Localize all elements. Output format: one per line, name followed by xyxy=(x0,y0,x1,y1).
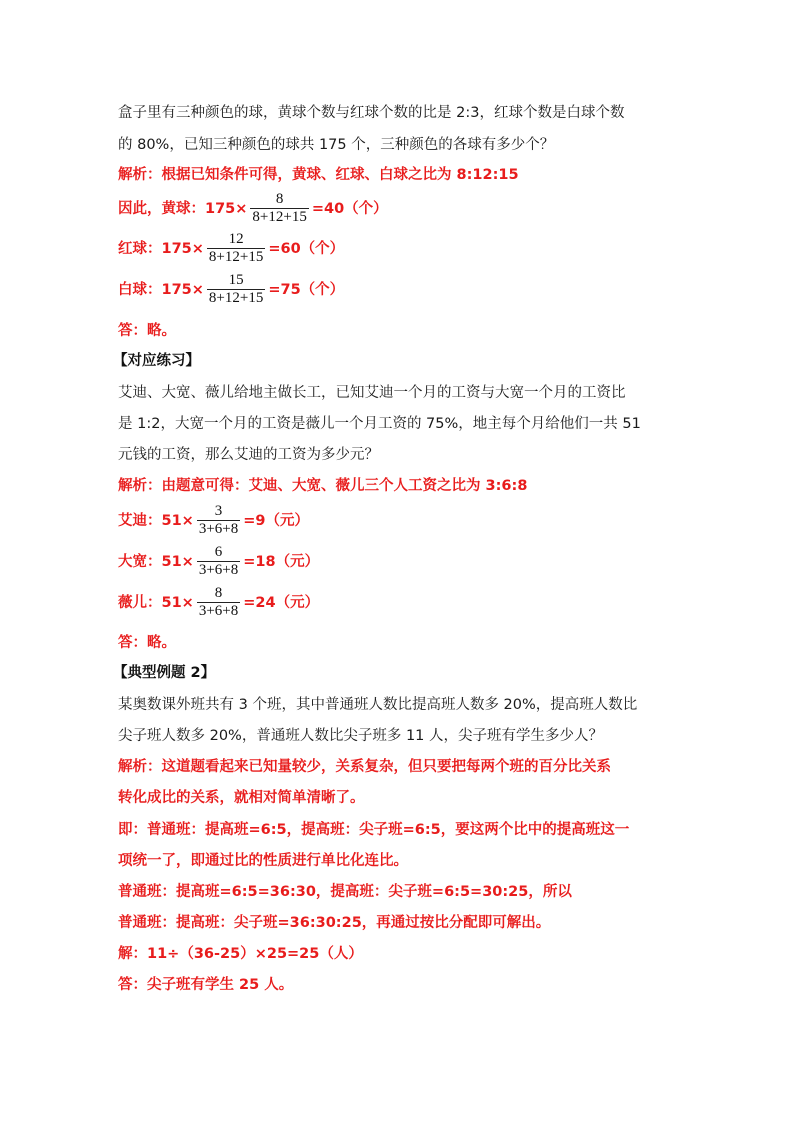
fraction-numerator: 8 xyxy=(275,191,284,207)
fraction-denominator: 3+6+8 xyxy=(198,603,239,619)
practice-question-line: 元钱的工资，那么艾迪的工资为多少元？ xyxy=(118,447,379,463)
example2-solution-line: 项统一了，即通过比的性质进行单比化连比。 xyxy=(118,853,408,869)
equation-result: =40（个） xyxy=(311,200,388,217)
example2-solution-line: 普通班：提高班：尖子班=36:30:25，再通过按比分配即可解出。 xyxy=(118,915,551,931)
equation-prefix: 大宽：51× xyxy=(118,553,194,570)
fraction-numerator: 12 xyxy=(228,231,244,247)
example2-question-line: 某奥数课外班共有 3 个班，其中普通班人数比提高班人数多 20%，提高班人数比 xyxy=(118,697,638,713)
practice-question-line: 是 1:2，大宽一个月的工资是薇儿一个月工资的 75%，地主每个月给他们一共 51 xyxy=(118,416,641,432)
equation-prefix: 因此，黄球：175× xyxy=(118,200,248,217)
practice-heading: 【对应练习】 xyxy=(113,353,200,369)
problem1-equation-white xyxy=(118,272,344,307)
equation-prefix: 白球：175× xyxy=(118,281,204,298)
practice-answer: 答：略。 xyxy=(118,635,176,651)
problem1-equation-yellow xyxy=(118,191,388,226)
equation-result: =18（元） xyxy=(243,553,320,570)
example2-solution-line: 即：普通班：提高班=6:5，提高班：尖子班=6:5，要这两个比中的提高班这一 xyxy=(118,822,630,838)
equation-result: =9（元） xyxy=(243,512,309,529)
problem1-question-line: 盒子里有三种颜色的球，黄球个数与红球个数的比是 2:3，红球个数是白球个数 xyxy=(118,105,625,121)
example2-solution-line: 普通班：提高班=6:5=36:30，提高班：尖子班=6:5=30:25，所以 xyxy=(118,884,572,900)
problem1-analysis: 解析：根据已知条件可得，黄球、红球、白球之比为 8:12:15 xyxy=(118,167,519,183)
fraction xyxy=(197,503,240,538)
practice-analysis: 解析：由题意可得：艾迪、大宽、薇儿三个人工资之比为 3:6:8 xyxy=(118,478,528,494)
example2-heading: 【典型例题 2】 xyxy=(113,665,216,681)
problem1-equation-red xyxy=(118,231,344,266)
fraction xyxy=(197,585,240,620)
fraction xyxy=(207,231,265,266)
equation-prefix: 红球：175× xyxy=(118,240,204,257)
fraction-numerator: 6 xyxy=(214,544,223,560)
example2-solution-line: 转化成比的关系，就相对简单清晰了。 xyxy=(118,790,365,806)
example2-solution-line: 解：11÷（36-25）×25=25（人） xyxy=(118,946,363,962)
fraction xyxy=(207,272,265,307)
example2-question-line: 尖子班人数多 20%，普通班人数比尖子班多 11 人，尖子班有学生多少人？ xyxy=(118,728,604,744)
fraction-denominator: 8+12+15 xyxy=(252,209,307,225)
equation-prefix: 艾迪：51× xyxy=(118,512,194,529)
practice-equation-weier xyxy=(118,585,319,620)
equation-result: =24（元） xyxy=(243,594,320,611)
fraction-numerator: 3 xyxy=(214,503,223,519)
practice-equation-aidi xyxy=(118,503,309,538)
practice-question-line: 艾迪、大宽、薇儿给地主做长工，已知艾迪一个月的工资与大宽一个月的工资比 xyxy=(118,385,626,401)
problem1-question-line: 的 80%，已知三种颜色的球共 175 个，三种颜色的各球有多少个？ xyxy=(118,137,555,153)
example2-solution-line: 解析：这道题看起来已知量较少，关系复杂，但只要把每两个班的百分比关系 xyxy=(118,759,611,775)
fraction-denominator: 3+6+8 xyxy=(198,562,239,578)
fraction-denominator: 3+6+8 xyxy=(198,521,239,537)
fraction-numerator: 8 xyxy=(214,585,223,601)
equation-prefix: 薇儿：51× xyxy=(118,594,194,611)
equation-result: =60（个） xyxy=(268,240,345,257)
fraction-denominator: 8+12+15 xyxy=(208,290,264,306)
problem1-answer: 答：略。 xyxy=(118,323,176,339)
practice-equation-dakuan xyxy=(118,544,319,579)
fraction-denominator: 8+12+15 xyxy=(208,249,264,265)
fraction xyxy=(197,544,240,579)
fraction xyxy=(250,191,308,226)
example2-answer: 答：尖子班有学生 25 人。 xyxy=(118,977,294,993)
equation-result: =75（个） xyxy=(268,281,345,298)
fraction-numerator: 15 xyxy=(228,272,244,288)
